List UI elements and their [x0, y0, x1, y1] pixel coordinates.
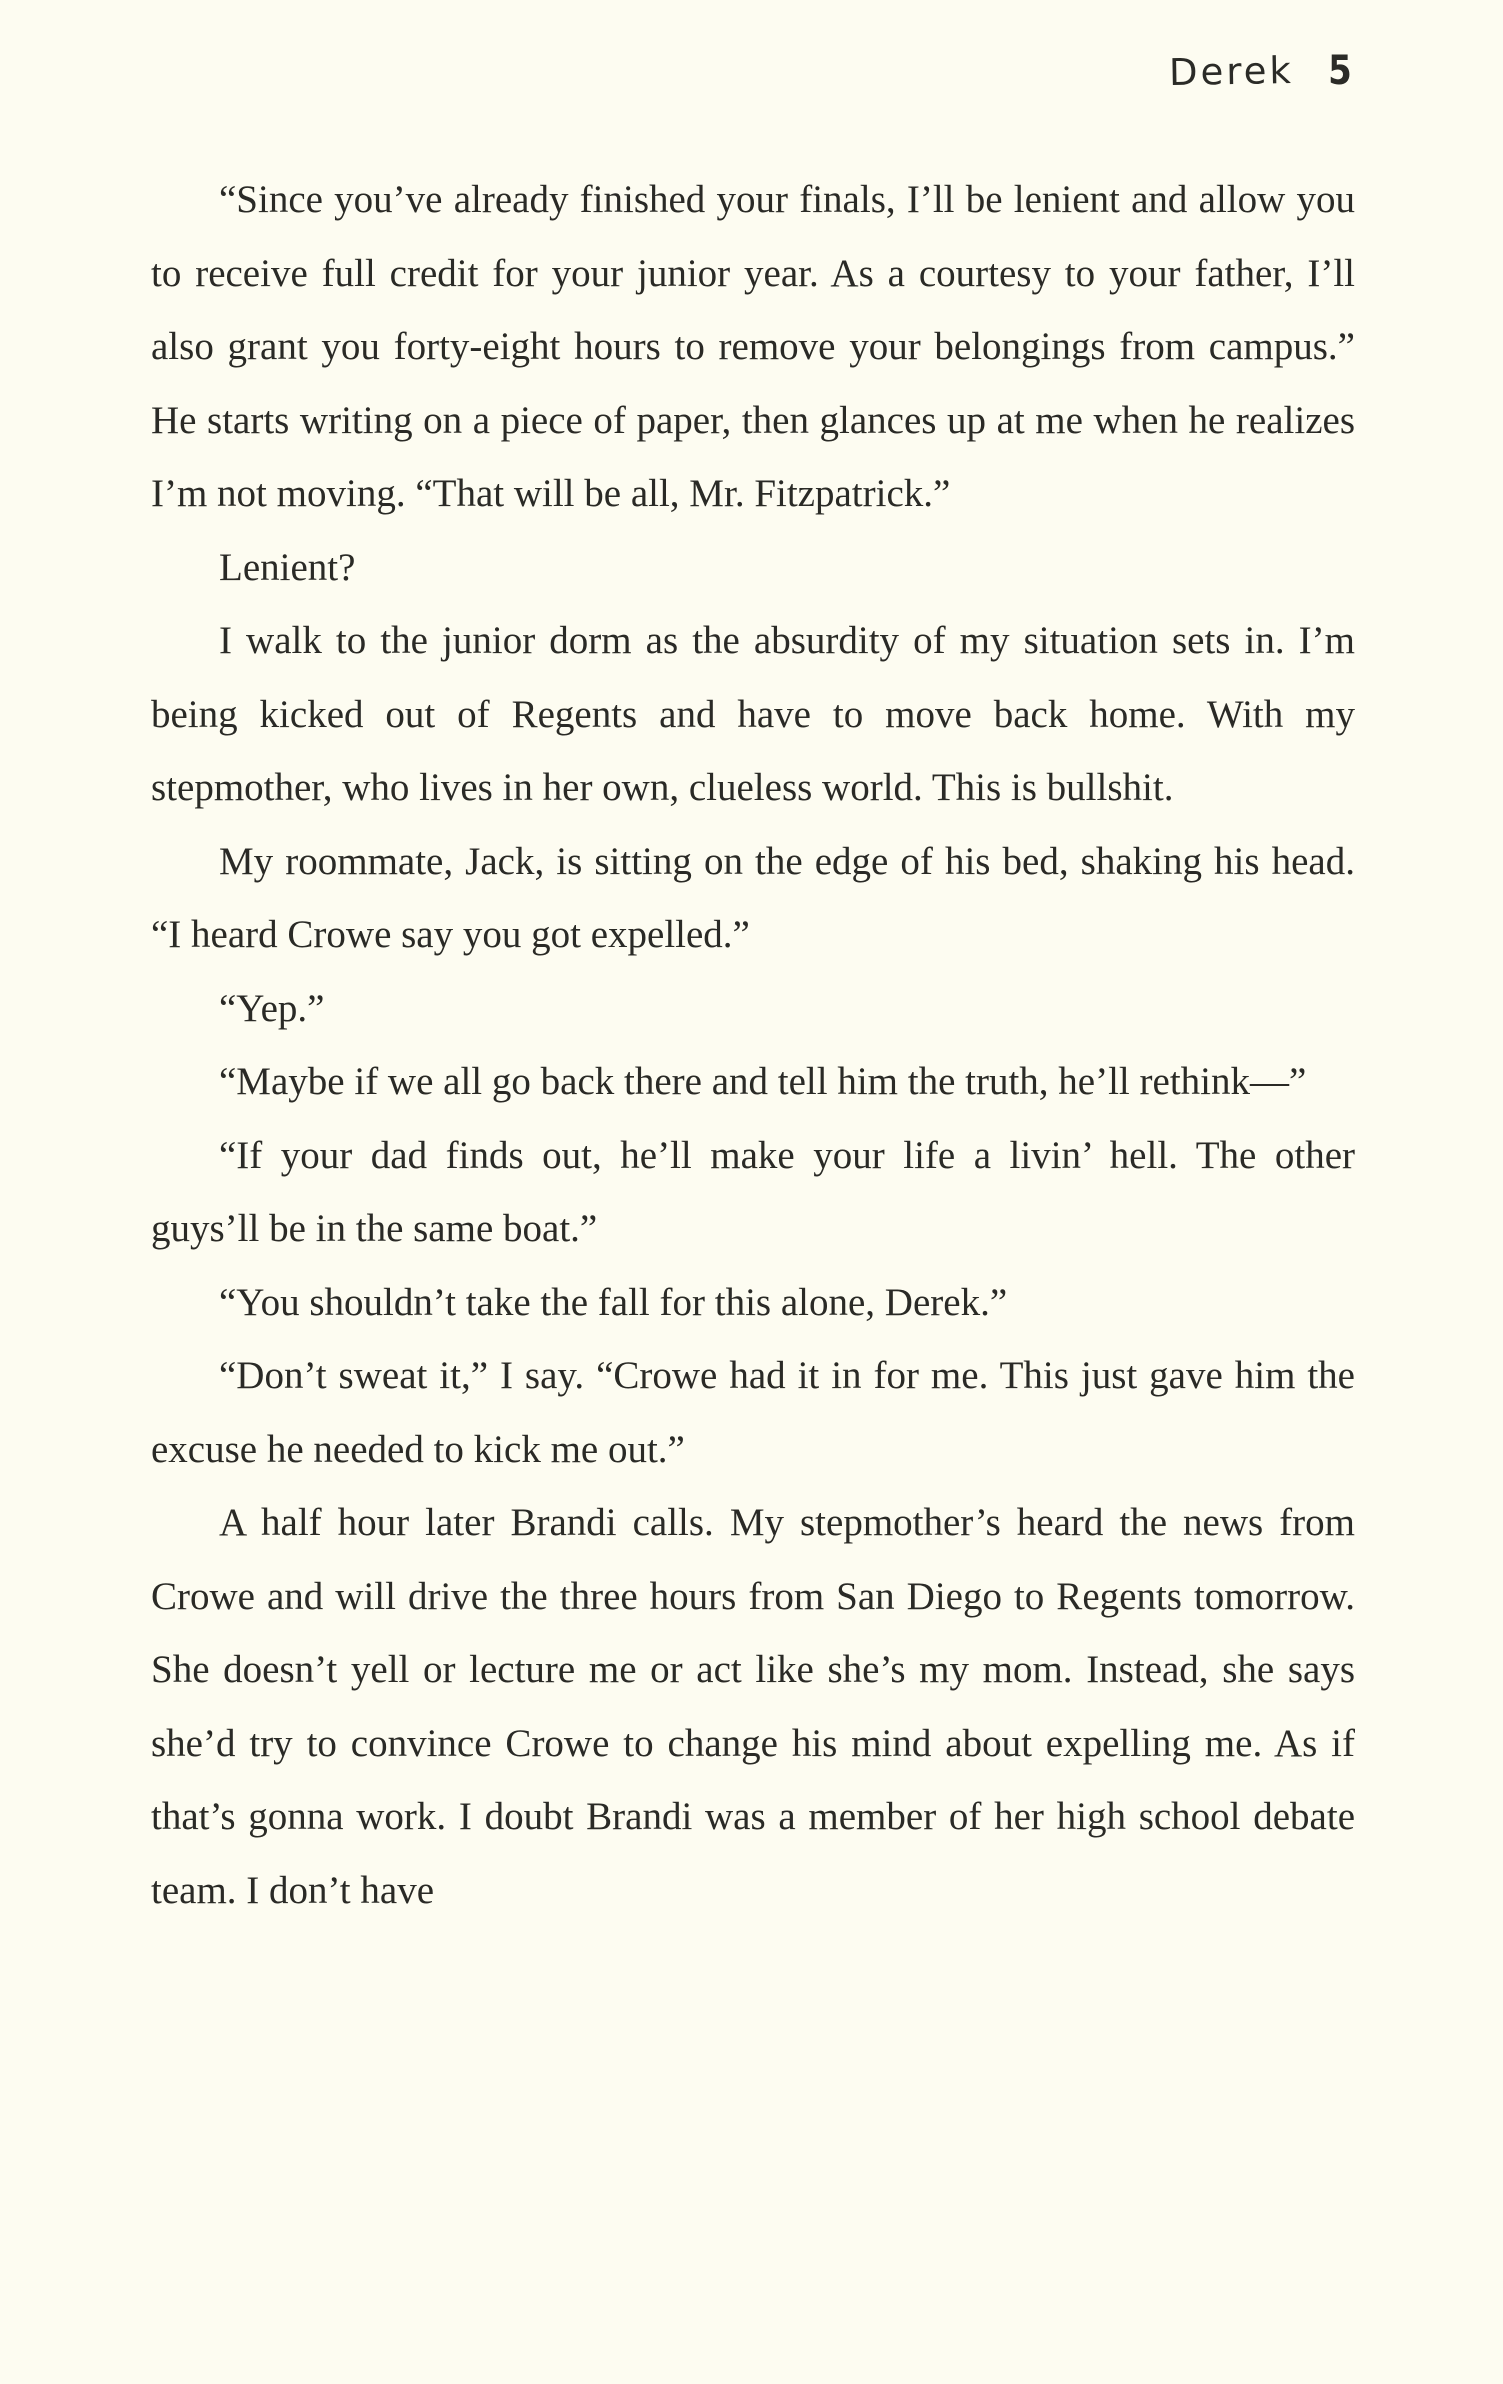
- paragraph: My roommate, Jack, is sitting on the edge of his bed, shaking his head. “I heard Crowe say you got expelled.”: [151, 839, 1355, 956]
- paragraph: “You shouldn’t take the fall for this alone, Derek.”: [219, 1280, 1008, 1324]
- body-text: [151, 163, 1355, 1927]
- paragraph: I walk to the junior dorm as the absurdity of my situation sets in. I’m being kicked out of Regents and have to move back home. With my stepmother, who lives in her own, clueless world. This is bullshit.: [151, 619, 1355, 809]
- running-head: [1000, 48, 1352, 118]
- paragraph: “Since you’ve already finished your finals, I’ll be lenient and allow you to receive full credit for your junior year. As a courtesy to your father, I’ll also grant you forty-eight hours to remove your belongings from campus.” He starts writing on a piece of paper, then glances up at me when he realizes I’m not moving. “That will be all, Mr. Fitzpatrick.”: [151, 178, 1355, 515]
- chapter-name: Derek: [1168, 48, 1295, 95]
- paragraph: “Maybe if we all go back there and tell him the truth, he’ll rethink—”: [219, 1060, 1307, 1103]
- paragraph: A half hour later Brandi calls. My stepmother’s heard the news from Crowe and will drive the three hours from San Diego to Regents tomorrow. She doesn’t yell or lecture me or act like she’s my mom. Instead, she says she’d try to convince Crowe to change his mind about expelling me. As if that’s gonna work. I doubt Brandi was a member of her high school debate team. I don’t have: [151, 1501, 1355, 1912]
- paragraph: “If your dad finds out, he’ll make your life a livin’ hell. The other guys’ll be in the same boat.”: [151, 1133, 1355, 1250]
- paragraph: “Don’t sweat it,” I say. “Crowe had it in for me. This just gave him the excuse he needed to kick me out.”: [151, 1354, 1355, 1471]
- paragraph: “Yep.”: [219, 986, 325, 1030]
- page-number: 5: [1328, 48, 1352, 94]
- paragraph: Lenient?: [219, 545, 356, 589]
